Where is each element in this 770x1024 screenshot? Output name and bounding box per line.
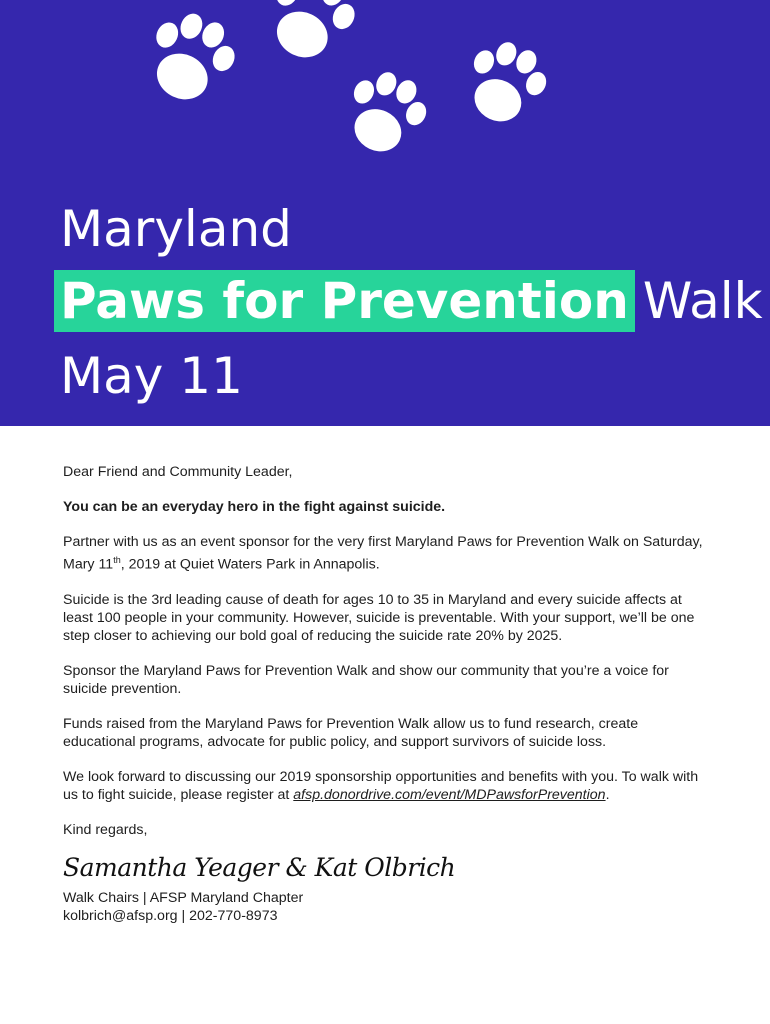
banner-title-event	[60, 270, 763, 332]
closing: Kind regards,	[63, 821, 148, 838]
paragraph-register-text: We look forward to discussing our 2019 sponsorship opportunities and benefits with you. To walk with us to fight suicide, please register at	[63, 768, 699, 803]
paw-print-icon	[334, 61, 436, 165]
paragraph-sponsor: Sponsor the Maryland Paws for Prevention Walk and show our community that you’re a voice for suicide prevention.	[63, 662, 669, 697]
paw-print-icon	[454, 31, 556, 135]
paragraph-register-period: .	[605, 786, 610, 803]
paragraph-partner-text-end: , 2019 at Quiet Waters Park in Annapolis.	[120, 556, 380, 573]
greeting: Dear Friend and Community Leader,	[63, 464, 293, 480]
paw-print-icon	[255, 0, 365, 72]
headline: You can be an everyday hero in the fight against suicide.	[63, 499, 446, 515]
paragraph-statistics: Suicide is the 3rd leading cause of death for ages 10 to 35 in Maryland and every suicide affects at least 100 people in your community. However, suicide is preventable. With your support, we’ll be one step closer to achieving our bold goal of reducing the suicide rate 20% by 2025.	[63, 591, 695, 644]
paragraph-partner	[63, 533, 713, 574]
paragraph-partner-text: Partner with us as an event sponsor for the very first Maryland Paws for Prevention Walk on Saturday, Mary 11	[63, 534, 703, 573]
signer-contact: kolbrich@afsp.org | 202-770-8973	[63, 907, 278, 924]
register-link[interactable]: afsp.donordrive.com/event/MDPawsforPrevention	[293, 786, 606, 803]
banner-walk-word: Walk	[642, 272, 763, 330]
signature: Samantha Yeager & Kat Olbrich	[63, 852, 456, 882]
paw-prints	[0, 0, 770, 200]
banner-date: May 11	[60, 347, 243, 405]
paragraph-funds: Funds raised from the Maryland Paws for Prevention Walk allow us to fund research, create educational programs, advocate for public policy, and support survivors of suicide loss.	[63, 715, 639, 750]
banner-highlight: Paws for Prevention	[54, 270, 635, 332]
header-banner	[0, 0, 770, 426]
paw-print-icon	[135, 1, 245, 113]
date-superscript: th	[113, 555, 121, 565]
letter-body	[63, 463, 713, 925]
paragraph-register	[63, 768, 713, 804]
sign-off	[63, 889, 713, 925]
banner-title-state: Maryland	[60, 200, 292, 258]
signer-title: Walk Chairs | AFSP Maryland Chapter	[63, 889, 304, 906]
